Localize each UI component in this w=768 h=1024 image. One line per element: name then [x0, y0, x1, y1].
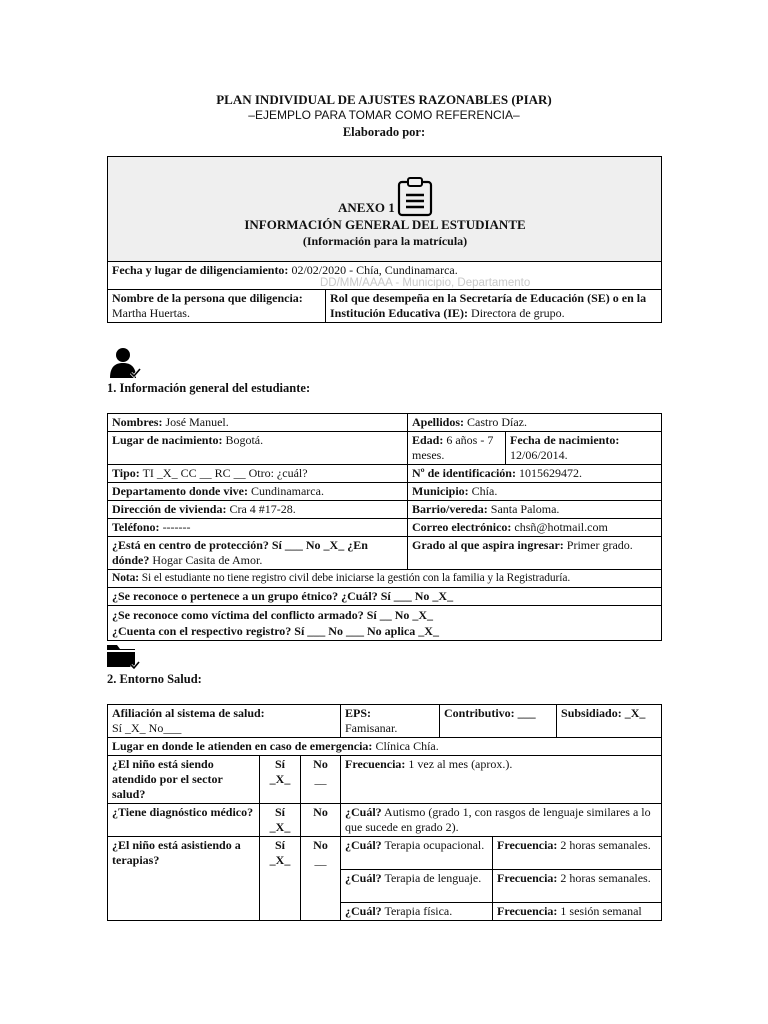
- atendido-si: Sí _X_: [269, 757, 291, 786]
- fecha-nacimiento-cell: [506, 432, 662, 465]
- barrio-value: Santa Paloma.: [487, 502, 560, 516]
- terapia-3-frecuencia-cell: [493, 903, 662, 921]
- grado-value: Primer grado.: [563, 538, 633, 552]
- diagnostico-si-cell: [260, 804, 301, 837]
- edad-cell: [408, 432, 506, 465]
- frecuencia-atencion-value: 1 vez al mes (aprox.).: [405, 757, 513, 771]
- grupo-etnico-cell: ¿Se reconoce o pertenece a un grupo étnico? ¿Cuál? Sí ___ No _X_: [108, 588, 662, 606]
- terapia-2-frecuencia-cell: [493, 870, 662, 903]
- atendido-question: ¿El niño está siendo atendido por el sector salud?: [108, 756, 260, 804]
- atendido-si-cell: [260, 756, 301, 804]
- correo-cell: [408, 519, 662, 537]
- nombres-cell: [108, 414, 408, 432]
- barrio-cell: [408, 501, 662, 519]
- telefono-cell: [108, 519, 408, 537]
- fecha-nacimiento-value: 12/06/2014.: [510, 448, 568, 462]
- departamento-cell: [108, 483, 408, 501]
- subsidiado-cell: Subsidiado: _X_: [557, 705, 662, 738]
- departamento-label: Departamento donde vive:: [112, 484, 248, 498]
- emergencia-label: Lugar en donde le atienden en caso de emergencia:: [112, 739, 373, 753]
- edad-label: Edad:: [412, 433, 444, 447]
- contributivo-cell: Contributivo: ___: [440, 705, 557, 738]
- terapia-2-frecuencia-value: 2 horas semanales.: [557, 871, 651, 885]
- direccion-label: Dirección de vivienda:: [112, 502, 227, 516]
- diagnostico-question: ¿Tiene diagnóstico médico?: [108, 804, 260, 837]
- terapia-3-frecuencia-value: 1 sesión semanal: [557, 904, 642, 918]
- health-table: [107, 704, 662, 921]
- correo-value: chsñ@hotmail.com: [511, 520, 608, 534]
- terapia-1-cell: [341, 837, 493, 870]
- terapia-3-value: Terapia física.: [381, 904, 453, 918]
- grado-cell: [408, 537, 662, 570]
- persona-cell: [108, 290, 326, 323]
- municipio-cell: [408, 483, 662, 501]
- diagnostico-no-label: No: [313, 805, 328, 819]
- identificacion-value: 1015629472.: [515, 466, 582, 480]
- terapias-question: ¿El niño está asistiendo a terapias?: [108, 837, 260, 921]
- direccion-cell: [108, 501, 408, 519]
- afiliacion-cell: [108, 705, 341, 738]
- atendido-no-cell: [301, 756, 341, 804]
- terapias-no-value: __: [314, 853, 327, 867]
- frecuencia-atencion-label: Frecuencia:: [345, 757, 406, 771]
- annex-table: [107, 156, 662, 323]
- document-subtitle: –EJEMPLO PARA TOMAR COMO REFERENCIA–: [248, 108, 520, 122]
- terapias-no-cell: [301, 837, 341, 921]
- terapia-1-frecuencia-cell: [493, 837, 662, 870]
- terapias-si: Sí _X_: [269, 838, 291, 867]
- grado-label: Grado al que aspira ingresar:: [412, 538, 564, 552]
- identificacion-label: Nº de identificación:: [412, 466, 516, 480]
- diagnostico-cual-value: Autismo (grado 1, con rasgos de lenguaje similares a lo que sucede en grado 2).: [345, 805, 651, 834]
- student-person-icon: [108, 346, 142, 380]
- section2-heading: 2. Entorno Salud:: [107, 672, 202, 686]
- terapia-1-label: ¿Cuál?: [345, 838, 382, 852]
- afiliacion-value: Sí _X_ No___: [112, 721, 182, 735]
- terapia-1-frecuencia-label: Frecuencia:: [497, 838, 558, 852]
- nota-cell: [108, 570, 662, 588]
- frecuencia-atencion-cell: [341, 756, 662, 804]
- lugar-nacimiento-value: Bogotá.: [222, 433, 264, 447]
- barrio-label: Barrio/vereda:: [412, 502, 488, 516]
- rol-cell: [326, 290, 662, 323]
- terapia-2-label: ¿Cuál?: [345, 871, 382, 885]
- persona-value: Martha Huertas.: [112, 306, 190, 320]
- emergencia-cell: [108, 738, 662, 756]
- terapias-si-cell: [260, 837, 301, 921]
- nota-value: Si el estudiante no tiene registro civil debe iniciarse la gestión con la familia y la Registraduría.: [138, 572, 571, 584]
- eps-value: Famisanar.: [345, 721, 398, 735]
- terapias-no-label: No: [313, 838, 328, 852]
- terapia-3-cell: [341, 903, 493, 921]
- afiliacion-label: Afiliación al sistema de salud:: [112, 706, 265, 720]
- fecha-nacimiento-label: Fecha de nacimiento:: [510, 433, 620, 447]
- proteccion-cell: [108, 537, 408, 570]
- apellidos-label: Apellidos:: [412, 415, 465, 429]
- terapia-2-frecuencia-label: Frecuencia:: [497, 871, 558, 885]
- identificacion-cell: [408, 465, 662, 483]
- victima-question: ¿Se reconoce como víctima del conflicto armado? Sí __ No _X_: [112, 608, 434, 622]
- tipo-label: Tipo:: [112, 466, 140, 480]
- fecha-value: 02/02/2020 - Chía, Cundinamarca.: [288, 263, 458, 277]
- lugar-nacimiento-label: Lugar de nacimiento:: [112, 433, 223, 447]
- rol-value: Directora de grupo.: [468, 306, 565, 320]
- clipboard-icon: [396, 177, 434, 217]
- municipio-value: Chía.: [468, 484, 498, 498]
- annex-header-cell: [108, 157, 662, 262]
- nota-label: Nota:: [112, 572, 139, 584]
- terapia-3-label: ¿Cuál?: [345, 904, 382, 918]
- anexo-label: ANEXO 1: [338, 200, 395, 215]
- diagnostico-cual-cell: [341, 804, 662, 837]
- emergencia-value: Clínica Chía.: [372, 739, 439, 753]
- tipo-value: TI _X_ CC __ RC __ Otro: ¿cuál?: [139, 466, 308, 480]
- telefono-label: Teléfono:: [112, 520, 160, 534]
- rol-label: Rol que desempeña en la Secretaría de Educación (SE) o en la Institución Educativa (IE):: [330, 291, 647, 320]
- apellidos-cell: [408, 414, 662, 432]
- apellidos-value: Castro Díaz.: [464, 415, 527, 429]
- lugar-nacimiento-cell: [108, 432, 408, 465]
- atendido-no-label: No: [313, 757, 328, 771]
- fecha-row: [108, 262, 662, 290]
- municipio-label: Municipio:: [412, 484, 469, 498]
- terapia-2-cell: [341, 870, 493, 903]
- section1-heading: 1. Información general del estudiante:: [107, 381, 311, 395]
- edad-value: 6 años - 7 meses.: [412, 433, 494, 462]
- terapia-1-value: Terapia ocupacional.: [381, 838, 485, 852]
- folder-icon: [106, 641, 140, 671]
- student-info-table: [107, 413, 662, 641]
- diagnostico-no-cell: [301, 804, 341, 837]
- diagnostico-si: Sí _X_: [269, 805, 291, 834]
- terapia-1-frecuencia-value: 2 horas semanales.: [557, 838, 651, 852]
- info-general-title: INFORMACIÓN GENERAL DEL ESTUDIANTE: [244, 217, 526, 232]
- elaborado-por: Elaborado por:: [342, 125, 426, 139]
- terapia-2-value: Terapia de lenguaje.: [381, 871, 482, 885]
- atendido-no-value: __: [314, 772, 327, 786]
- proteccion-value: Hogar Casita de Amor.: [149, 553, 263, 567]
- fecha-label: Fecha y lugar de diligenciamiento:: [112, 263, 289, 277]
- departamento-value: Cundinamarca.: [247, 484, 324, 498]
- persona-label: Nombre de la persona que diligencia:: [112, 291, 303, 305]
- registro-question: ¿Cuenta con el respectivo registro? Sí ___ No ___ No aplica _X_: [112, 624, 439, 638]
- eps-label: EPS:: [345, 706, 372, 720]
- info-general-subtitle: (Información para la matrícula): [302, 234, 468, 248]
- correo-label: Correo electrónico:: [412, 520, 512, 534]
- nombres-value: José Manuel.: [162, 415, 229, 429]
- tipo-cell: [108, 465, 408, 483]
- proteccion-label: ¿Está en centro de protección? Sí ___ No _X_ ¿En dónde?: [112, 538, 368, 567]
- victima-cell: [108, 606, 662, 641]
- terapia-3-frecuencia-label: Frecuencia:: [497, 904, 558, 918]
- direccion-value: Cra 4 #17-28.: [226, 502, 296, 516]
- document-title: PLAN INDIVIDUAL DE AJUSTES RAZONABLES (PIAR): [216, 92, 552, 107]
- telefono-value: -------: [159, 520, 191, 534]
- diagnostico-cual-label: ¿Cuál?: [345, 805, 382, 819]
- eps-cell: [341, 705, 440, 738]
- nombres-label: Nombres:: [112, 415, 163, 429]
- fecha-placeholder: DD/MM/AAAA - Municipio, Departamento: [320, 277, 531, 289]
